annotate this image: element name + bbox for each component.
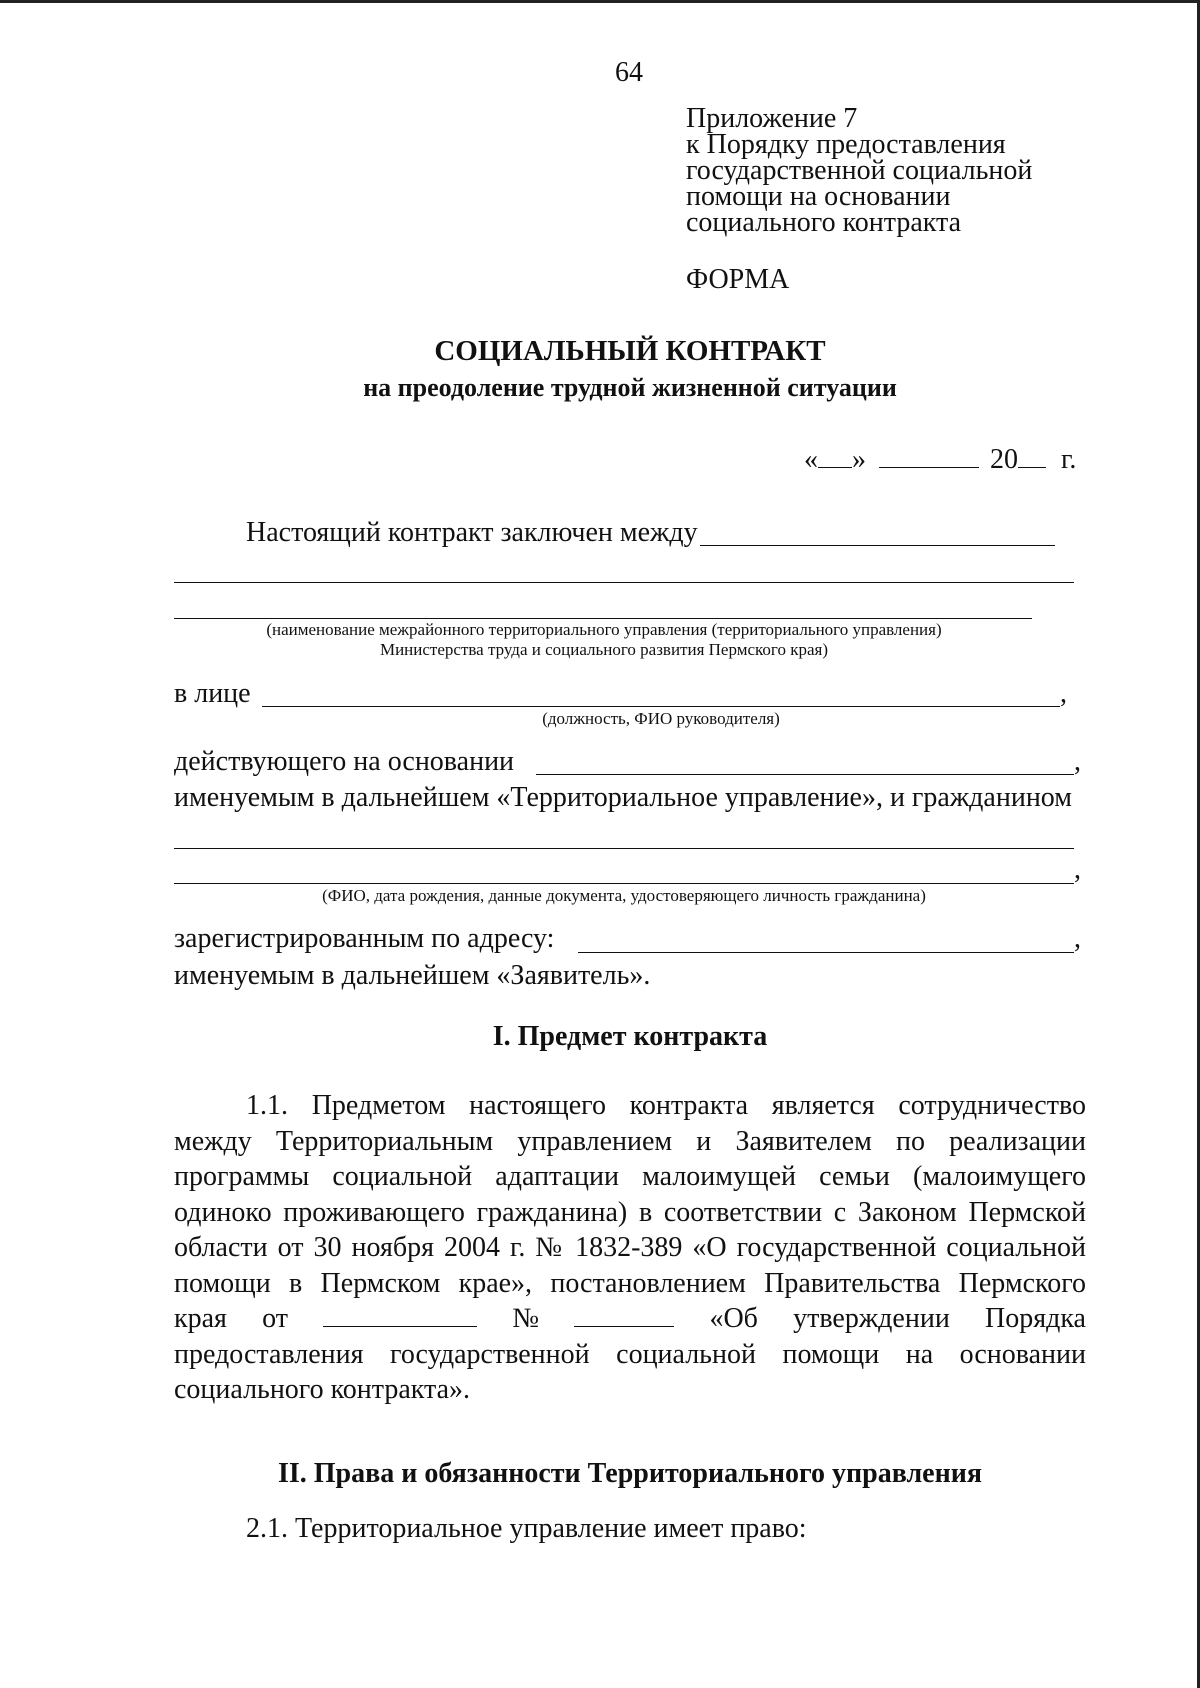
in-person-label: в лице — [174, 678, 251, 709]
paragraph-line: предоставления государственной социальной помощи на основании — [174, 1338, 1086, 1370]
paragraph-line: одиноко проживающего гражданина) в соответствии с Законом Пермской — [174, 1196, 1086, 1228]
document-subtitle: на преодоление трудной жизненной ситуации — [363, 373, 897, 402]
item-2-1: 2.1. Территориальное управление имеет право: — [246, 1513, 807, 1544]
month-blank[interactable] — [879, 445, 979, 468]
citizen-blank-2[interactable] — [174, 883, 1074, 884]
section2-heading: II. Права и обязанности Территориального управления — [277, 1458, 982, 1489]
parties-intro: Настоящий контракт заключен между — [246, 517, 698, 548]
paragraph-line: области от 30 ноября 2004 г. № 1832-389 «О государственной социальной — [174, 1232, 1086, 1263]
appendix-line: помощи на основании — [686, 181, 951, 212]
paragraph-line: между Территориальным управлением и Заявителем по реализации — [174, 1125, 1086, 1157]
named-territorial: именуемым в дальнейшем «Территориальное управление», и гражданином — [174, 782, 1072, 813]
year-blank[interactable] — [1018, 445, 1046, 468]
year-prefix: 20 — [990, 444, 1018, 475]
caption-org-line2: Министерства труда и социального развития Пермского края) — [379, 640, 829, 659]
org-name-blank[interactable] — [700, 545, 1055, 546]
named-applicant: именуемым в дальнейшем «Заявитель». — [174, 960, 651, 991]
caption-org-line1: (наименование межрайонного территориального управления (территориального управления) — [266, 620, 942, 639]
address-blank[interactable] — [578, 952, 1074, 953]
org-name-blank-3[interactable] — [174, 618, 1032, 619]
date-line — [804, 443, 1076, 477]
word: Порядка — [985, 1303, 1086, 1334]
year-suffix: г. — [1061, 444, 1077, 475]
comma: , — [1074, 854, 1081, 885]
org-name-blank-2[interactable] — [174, 582, 1074, 583]
comma: , — [1074, 923, 1081, 954]
appendix-line: к Порядку предоставления — [686, 129, 1006, 160]
word: от — [262, 1303, 288, 1334]
caption-head: (должность, ФИО руководителя) — [542, 709, 780, 728]
appendix-line: государственной социальной — [686, 155, 1033, 186]
section1-heading: I. Предмет контракта — [492, 1021, 768, 1052]
word: утверждении — [793, 1303, 950, 1334]
paragraph-line-decree — [174, 1301, 1086, 1337]
paragraph-line: социального контракта». — [174, 1374, 470, 1405]
registered-address-label: зарегистрированным по адресу: — [174, 923, 555, 954]
day-blank[interactable] — [818, 445, 852, 468]
acting-basis-label: действующего на основании — [174, 746, 515, 777]
word: края — [174, 1303, 227, 1334]
date-close-quote: » — [852, 444, 866, 475]
document-title: СОЦИАЛЬНЫЙ КОНТРАКТ — [434, 335, 826, 367]
caption-citizen: (ФИО, дата рождения, данные документа, удостоверяющего личность гражданина) — [322, 886, 926, 905]
appendix-line: Приложение 7 — [686, 103, 858, 134]
basis-blank[interactable] — [536, 774, 1074, 775]
comma: , — [1060, 678, 1067, 709]
section1-paragraph — [174, 1088, 1086, 1408]
appendix-line: социального контракта — [686, 207, 961, 238]
word: № — [512, 1303, 540, 1334]
decree-number-blank[interactable] — [574, 1304, 674, 1327]
page-number: 64 — [615, 57, 643, 88]
date-open-quote: « — [804, 444, 818, 475]
head-name-blank[interactable] — [262, 706, 1060, 707]
paragraph-line: 1.1. Предметом настоящего контракта является сотрудничество — [246, 1090, 1086, 1121]
word: «Об — [709, 1303, 758, 1334]
paragraph-line: помощи в Пермском крае», постановлением Правительства Пермского — [174, 1267, 1086, 1299]
appendix-block — [686, 103, 1033, 238]
decree-date-blank[interactable] — [323, 1304, 477, 1327]
paragraph-line: программы социальной адаптации малоимущей семьи (малоимущего — [174, 1161, 1086, 1192]
form-label: ФОРМА — [686, 264, 790, 295]
citizen-blank-1[interactable] — [174, 848, 1074, 849]
page-border-top — [0, 0, 1200, 3]
comma: , — [1074, 746, 1081, 777]
